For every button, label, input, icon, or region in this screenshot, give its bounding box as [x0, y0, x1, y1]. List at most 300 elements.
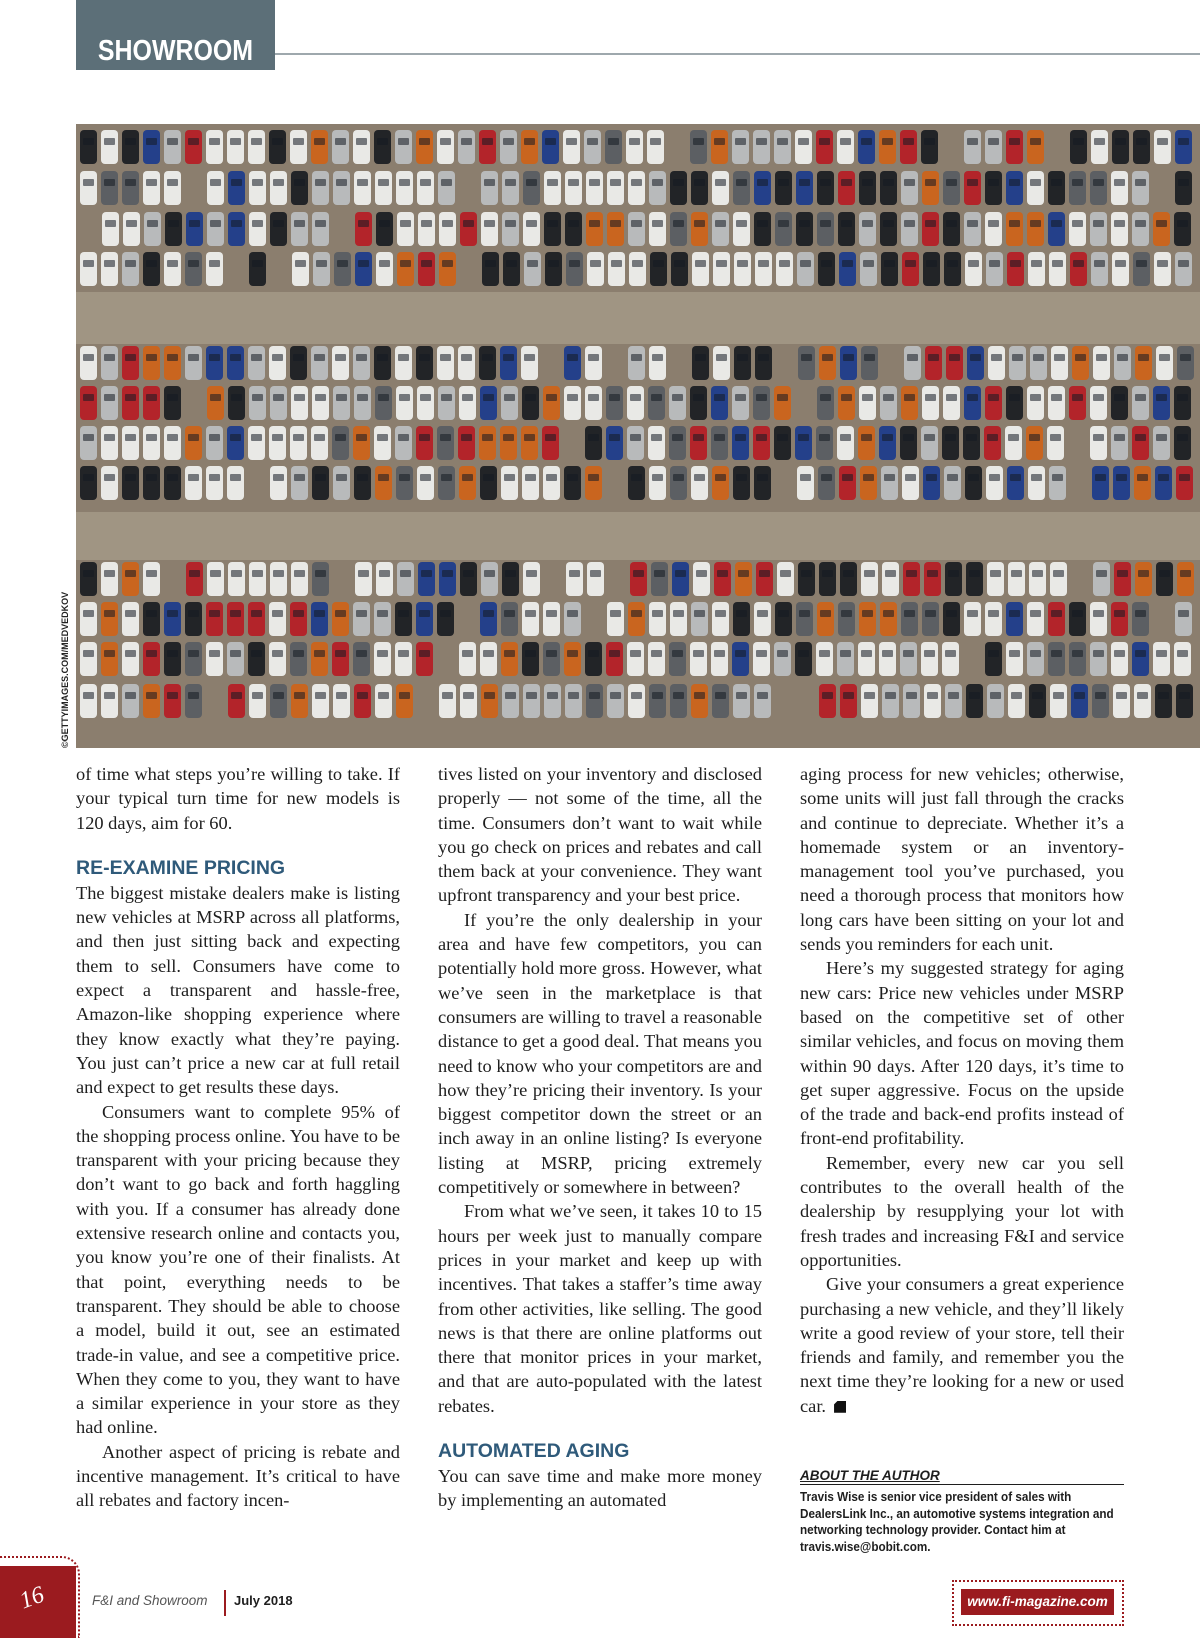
car-windshield — [715, 220, 726, 227]
car — [479, 130, 496, 164]
car-windshield — [904, 610, 915, 617]
car-windshield — [1138, 354, 1149, 361]
car-windshield — [399, 179, 410, 186]
car-windshield — [672, 394, 683, 401]
car-windshield — [1011, 570, 1022, 577]
car — [585, 642, 602, 676]
car — [164, 346, 181, 380]
car — [481, 562, 498, 596]
car-windshield — [548, 260, 559, 267]
car — [691, 684, 708, 718]
car — [417, 466, 434, 500]
car — [691, 212, 708, 246]
car-windshield — [757, 474, 768, 481]
car — [353, 602, 370, 636]
car-windshield — [820, 610, 831, 617]
car-windshield — [948, 692, 959, 699]
car — [627, 386, 644, 420]
car-windshield — [230, 474, 241, 481]
car-windshield — [125, 434, 136, 441]
car-windshield — [1179, 474, 1190, 481]
car — [333, 466, 350, 500]
car-windshield — [736, 220, 747, 227]
car-windshield — [841, 220, 852, 227]
car — [460, 684, 477, 718]
car-windshield — [252, 220, 263, 227]
car — [1007, 252, 1024, 286]
car-windshield — [168, 220, 179, 227]
car-windshield — [188, 474, 199, 481]
car-windshield — [990, 692, 1001, 699]
car — [649, 346, 666, 380]
car-windshield — [1093, 394, 1104, 401]
paragraph: of time what steps you’re willing to take. If your typical turn time for new models is 120 days, aim for 60. — [76, 764, 400, 833]
car-windshield — [378, 474, 389, 481]
car-windshield — [946, 220, 957, 227]
car-windshield — [819, 434, 830, 441]
car-windshield — [1053, 692, 1064, 699]
car — [796, 171, 813, 205]
car-windshield — [252, 179, 263, 186]
car — [460, 562, 477, 596]
car-windshield — [716, 354, 727, 361]
lot-lane — [76, 292, 1200, 344]
car-windshield — [903, 434, 914, 441]
car — [185, 252, 202, 286]
car-windshield — [231, 570, 242, 577]
car — [796, 212, 813, 246]
car — [353, 130, 370, 164]
car — [206, 252, 223, 286]
car-windshield — [1094, 138, 1105, 145]
magazine-url-link[interactable]: www.fi-magazine.com — [961, 1589, 1114, 1615]
car-windshield — [882, 650, 893, 657]
car — [206, 346, 223, 380]
car-windshield — [419, 138, 430, 145]
car-windshield — [1157, 260, 1168, 267]
car-windshield — [1135, 650, 1146, 657]
car — [1093, 562, 1110, 596]
car — [439, 684, 456, 718]
car — [207, 171, 224, 205]
car-windshield — [567, 610, 578, 617]
car — [1008, 562, 1025, 596]
car — [904, 346, 921, 380]
car — [228, 171, 245, 205]
car-windshield — [1093, 610, 1104, 617]
car-windshield — [633, 570, 644, 577]
car-windshield — [673, 179, 684, 186]
car — [291, 386, 308, 420]
car-windshield — [210, 394, 221, 401]
car — [522, 386, 539, 420]
end-of-article-icon — [834, 1401, 846, 1413]
car — [566, 252, 583, 286]
car-windshield — [589, 692, 600, 699]
car — [755, 346, 772, 380]
car — [669, 426, 686, 460]
car-windshield — [967, 220, 978, 227]
car — [500, 130, 517, 164]
car — [332, 346, 349, 380]
car-windshield — [273, 220, 284, 227]
car-windshield — [188, 354, 199, 361]
car-windshield — [440, 610, 451, 617]
car — [585, 466, 602, 500]
car — [798, 346, 815, 380]
car — [1111, 426, 1128, 460]
car — [80, 684, 97, 718]
car-windshield — [272, 354, 283, 361]
car-windshield — [167, 692, 178, 699]
car-windshield — [252, 570, 263, 577]
car — [1051, 346, 1068, 380]
car-windshield — [1115, 138, 1126, 145]
car — [817, 602, 834, 636]
car-windshield — [167, 394, 178, 401]
car-windshield — [314, 434, 325, 441]
car — [649, 171, 666, 205]
car-windshield — [504, 650, 515, 657]
car — [711, 642, 728, 676]
car-windshield — [125, 610, 136, 617]
car — [416, 346, 433, 380]
car — [858, 642, 875, 676]
car — [333, 684, 350, 718]
car-windshield — [442, 260, 453, 267]
car — [522, 602, 539, 636]
car — [501, 602, 518, 636]
car — [248, 426, 265, 460]
car — [376, 252, 393, 286]
car — [942, 426, 959, 460]
car — [669, 386, 686, 420]
car-windshield — [1072, 650, 1083, 657]
car-windshield — [1050, 434, 1061, 441]
car — [942, 642, 959, 676]
car-windshield — [631, 692, 642, 699]
car — [754, 684, 771, 718]
car-windshield — [420, 179, 431, 186]
car — [798, 562, 815, 596]
car-windshield — [588, 474, 599, 481]
car-windshield — [273, 394, 284, 401]
car-windshield — [379, 220, 390, 227]
car-windshield — [462, 650, 473, 657]
car — [607, 602, 624, 636]
car-windshield — [885, 570, 896, 577]
car — [207, 212, 224, 246]
car — [985, 386, 1002, 420]
car — [816, 426, 833, 460]
car-windshield — [230, 650, 241, 657]
car-windshield — [674, 260, 685, 267]
car-windshield — [1051, 610, 1062, 617]
car-windshield — [884, 260, 895, 267]
car — [966, 562, 983, 596]
car — [672, 562, 689, 596]
car — [143, 426, 160, 460]
car — [1133, 252, 1150, 286]
car — [354, 466, 371, 500]
car-windshield — [146, 434, 157, 441]
car-windshield — [126, 220, 137, 227]
car-windshield — [756, 434, 767, 441]
car-windshield — [83, 179, 94, 186]
car-windshield — [294, 474, 305, 481]
car — [774, 130, 791, 164]
car-windshield — [356, 138, 367, 145]
car — [671, 252, 688, 286]
car-windshield — [1114, 220, 1125, 227]
car — [986, 252, 1003, 286]
car-windshield — [756, 394, 767, 401]
car-windshield — [146, 260, 157, 267]
car — [1069, 212, 1086, 246]
car-windshield — [231, 179, 242, 186]
car-windshield — [146, 179, 157, 186]
car — [587, 252, 604, 286]
car — [628, 212, 645, 246]
car — [206, 602, 223, 636]
car — [143, 130, 160, 164]
car — [249, 684, 266, 718]
car — [1050, 562, 1067, 596]
car-windshield — [1031, 260, 1042, 267]
car — [164, 602, 181, 636]
car-windshield — [1115, 260, 1126, 267]
car — [1093, 346, 1110, 380]
car — [565, 212, 582, 246]
car-windshield — [357, 474, 368, 481]
car-windshield — [400, 260, 411, 267]
car — [143, 386, 160, 420]
car-windshield — [1053, 570, 1064, 577]
car-windshield — [737, 354, 748, 361]
car-windshield — [188, 260, 199, 267]
car — [1175, 130, 1192, 164]
car-windshield — [735, 650, 746, 657]
car-windshield — [841, 179, 852, 186]
car — [122, 562, 139, 596]
car-windshield — [843, 354, 854, 361]
car — [206, 130, 223, 164]
car — [648, 386, 665, 420]
car — [1132, 426, 1149, 460]
car-windshield — [1073, 260, 1084, 267]
car-windshield — [1135, 179, 1146, 186]
car-windshield — [630, 394, 641, 401]
car — [333, 171, 350, 205]
car-windshield — [461, 354, 472, 361]
car — [1071, 684, 1088, 718]
car-windshield — [357, 692, 368, 699]
car-windshield — [1030, 610, 1041, 617]
car-windshield — [335, 138, 346, 145]
car — [437, 602, 454, 636]
car-windshield — [843, 570, 854, 577]
car — [481, 684, 498, 718]
car-windshield — [842, 474, 853, 481]
car — [943, 212, 960, 246]
car — [775, 171, 792, 205]
car-windshield — [379, 260, 390, 267]
car-windshield — [631, 354, 642, 361]
car-windshield — [949, 354, 960, 361]
car — [122, 602, 139, 636]
car-windshield — [777, 650, 788, 657]
car-windshield — [840, 138, 851, 145]
car — [1112, 252, 1129, 286]
car — [945, 684, 962, 718]
car — [353, 426, 370, 460]
car — [627, 642, 644, 676]
car — [965, 466, 982, 500]
car-windshield — [715, 179, 726, 186]
car-windshield — [420, 394, 431, 401]
car — [837, 642, 854, 676]
car-windshield — [421, 220, 432, 227]
car-windshield — [547, 220, 558, 227]
car — [1006, 130, 1023, 164]
car-windshield — [125, 138, 136, 145]
paragraph: Another aspect of pricing is rebate and incentive management. It’s critical to have all rebates and factory incen- — [76, 1441, 400, 1511]
car — [1092, 684, 1109, 718]
car-windshield — [903, 650, 914, 657]
car-windshield — [925, 394, 936, 401]
car-windshield — [315, 570, 326, 577]
car-windshield — [945, 434, 956, 441]
car-windshield — [1009, 650, 1020, 657]
car — [754, 212, 771, 246]
car — [585, 426, 602, 460]
car-windshield — [1136, 138, 1147, 145]
car-windshield — [230, 138, 241, 145]
car-windshield — [883, 179, 894, 186]
header-rule — [275, 53, 1200, 55]
car-windshield — [927, 692, 938, 699]
car — [437, 130, 454, 164]
car — [416, 426, 433, 460]
car — [354, 171, 371, 205]
car — [670, 684, 687, 718]
car-windshield — [1094, 260, 1105, 267]
car-windshield — [440, 434, 451, 441]
car-windshield — [209, 354, 220, 361]
car-windshield — [883, 394, 894, 401]
car — [248, 346, 265, 380]
car-windshield — [209, 474, 220, 481]
car-windshield — [125, 692, 136, 699]
car — [481, 171, 498, 205]
car — [903, 684, 920, 718]
section-tab — [76, 0, 275, 70]
car — [1174, 426, 1191, 460]
issue-date: July 2018 — [234, 1593, 293, 1608]
car-windshield — [822, 570, 833, 577]
car-windshield — [421, 570, 432, 577]
car — [1027, 602, 1044, 636]
car — [1156, 562, 1173, 596]
car — [459, 466, 476, 500]
car-windshield — [209, 138, 220, 145]
car-windshield — [83, 610, 94, 617]
car — [501, 642, 518, 676]
car-windshield — [273, 692, 284, 699]
car-windshield — [336, 394, 347, 401]
car-windshield — [904, 394, 915, 401]
car-windshield — [1116, 474, 1127, 481]
car — [839, 466, 856, 500]
car-windshield — [758, 354, 769, 361]
car-windshield — [863, 474, 874, 481]
car-windshield — [652, 220, 663, 227]
car — [1072, 346, 1089, 380]
car-windshield — [525, 394, 536, 401]
car-windshield — [483, 610, 494, 617]
car-windshield — [294, 179, 305, 186]
car — [1048, 171, 1065, 205]
car-windshield — [293, 354, 304, 361]
car-windshield — [588, 354, 599, 361]
car-windshield — [568, 179, 579, 186]
car-windshield — [798, 434, 809, 441]
car-windshield — [735, 434, 746, 441]
car-windshield — [83, 260, 94, 267]
car — [376, 212, 393, 246]
car — [101, 130, 118, 164]
car — [797, 252, 814, 286]
car — [861, 562, 878, 596]
car-windshield — [440, 138, 451, 145]
car — [690, 642, 707, 676]
car — [901, 212, 918, 246]
car-windshield — [147, 220, 158, 227]
car-windshield — [1114, 650, 1125, 657]
car-windshield — [608, 138, 619, 145]
car — [922, 386, 939, 420]
car — [1029, 684, 1046, 718]
car — [228, 562, 245, 596]
car-windshield — [293, 650, 304, 657]
car-windshield — [861, 650, 872, 657]
car-windshield — [756, 650, 767, 657]
car-windshield — [673, 610, 684, 617]
car — [1026, 426, 1043, 460]
car — [925, 346, 942, 380]
car-windshield — [104, 354, 115, 361]
car — [566, 562, 583, 596]
car — [693, 562, 710, 596]
car-windshield — [673, 474, 684, 481]
car — [859, 602, 876, 636]
car — [563, 130, 580, 164]
car — [714, 562, 731, 596]
car-windshield — [167, 610, 178, 617]
car — [837, 426, 854, 460]
car — [80, 252, 97, 286]
car-windshield — [694, 220, 705, 227]
car — [206, 642, 223, 676]
car-windshield — [125, 179, 136, 186]
car-windshield — [967, 179, 978, 186]
car-windshield — [442, 220, 453, 227]
car — [838, 602, 855, 636]
car — [859, 171, 876, 205]
car — [880, 171, 897, 205]
car — [586, 171, 603, 205]
car — [1111, 386, 1128, 420]
